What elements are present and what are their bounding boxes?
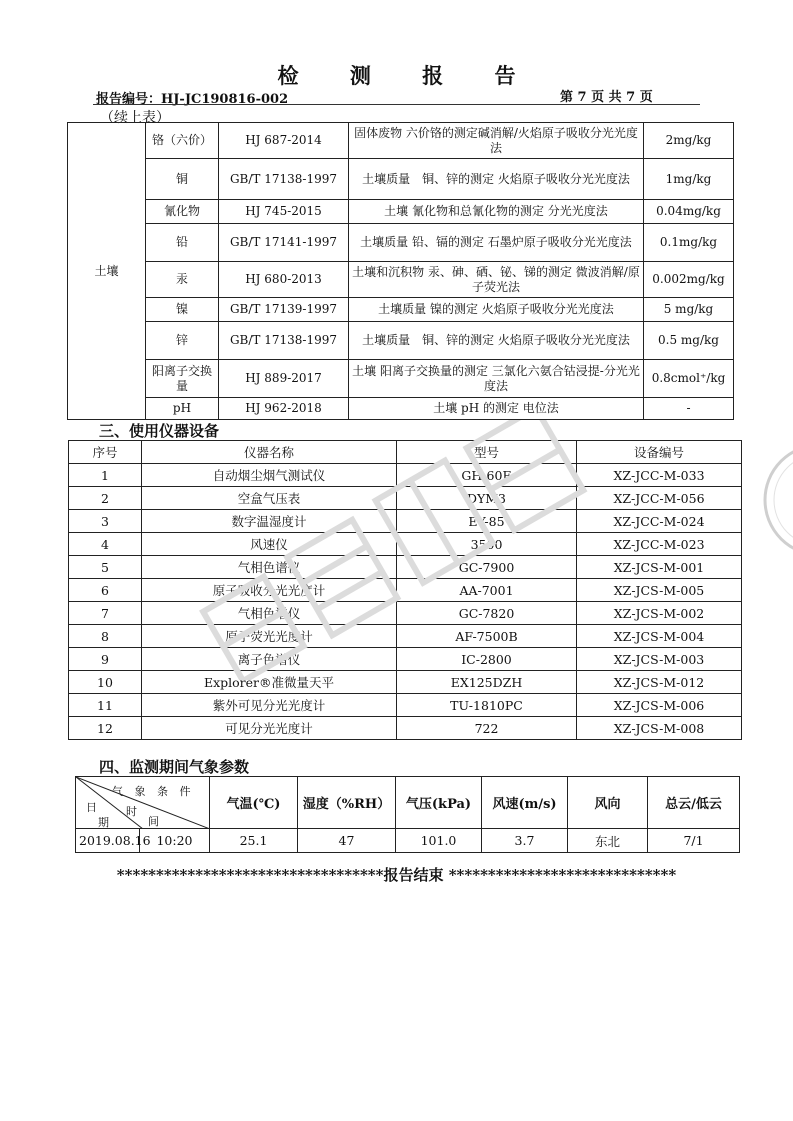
column-header: 序号	[69, 441, 142, 464]
limit-cell: 0.8cmol⁺/kg	[644, 360, 734, 398]
device-code-cell: XZ-JCS-M-001	[577, 556, 742, 579]
device-code-cell: XZ-JCC-M-023	[577, 533, 742, 556]
limit-cell: 0.1mg/kg	[644, 224, 734, 262]
item-cell: pH	[146, 398, 219, 420]
table-row	[69, 671, 742, 694]
instrument-name-cell: 离子色谱仪	[142, 648, 397, 671]
limit-cell: 2mg/kg	[644, 123, 734, 159]
equipment-table	[68, 440, 742, 740]
instrument-name-cell: 气相色谱仪	[142, 602, 397, 625]
model-cell: TU-1810PC	[397, 694, 577, 717]
page-number: 第 7 页 共 7 页	[560, 90, 653, 105]
seq-cell: 10	[69, 671, 142, 694]
limit-cell: 0.002mg/kg	[644, 262, 734, 298]
seq-cell: 9	[69, 648, 142, 671]
instrument-name-cell: 原子吸收分光光度计	[142, 579, 397, 602]
item-cell: 铅	[146, 224, 219, 262]
column-header: 风向	[568, 777, 648, 829]
report-number: 报告编号：HJ-JC190816-002	[96, 92, 289, 107]
table-row	[69, 556, 742, 579]
table-row	[69, 510, 742, 533]
table-row	[69, 579, 742, 602]
table-row	[68, 224, 734, 262]
diag-label-time-1: 时	[126, 805, 137, 818]
report-end-line: **********************************报告结束 *****************************	[116, 866, 677, 884]
header-rule	[93, 104, 700, 105]
table-header-row	[76, 777, 740, 829]
standard-cell: GB/T 17138-1997	[219, 322, 349, 360]
item-cell: 锌	[146, 322, 219, 360]
table-row	[69, 625, 742, 648]
table-row	[68, 159, 734, 200]
table-row	[68, 123, 734, 159]
seq-cell: 8	[69, 625, 142, 648]
temperature-cell: 25.1	[210, 829, 298, 853]
method-cell: 固体废物 六价铬的测定碱消解/火焰原子吸收分光光度法	[349, 123, 644, 159]
model-cell: DYM3	[397, 487, 577, 510]
device-code-cell: XZ-JCC-M-024	[577, 510, 742, 533]
column-header: 气压(kPa)	[396, 777, 482, 829]
item-cell: 铜	[146, 159, 219, 200]
item-cell: 阳离子交换量	[146, 360, 219, 398]
table-row	[68, 298, 734, 322]
table-row	[68, 360, 734, 398]
table-row	[69, 533, 742, 556]
model-cell: GC-7900	[397, 556, 577, 579]
seq-cell: 11	[69, 694, 142, 717]
table-row	[69, 487, 742, 510]
seq-cell: 2	[69, 487, 142, 510]
table-row	[68, 262, 734, 298]
instrument-name-cell: 空盒气压表	[142, 487, 397, 510]
method-cell: 土壤质量 铜、锌的测定 火焰原子吸收分光光度法	[349, 159, 644, 200]
seq-cell: 12	[69, 717, 142, 740]
model-cell: 722	[397, 717, 577, 740]
device-code-cell: XZ-JCS-M-003	[577, 648, 742, 671]
standard-cell: HJ 962-2018	[219, 398, 349, 420]
item-cell: 汞	[146, 262, 219, 298]
method-cell: 土壤 氰化物和总氰化物的测定 分光光度法	[349, 200, 644, 224]
limit-cell: 0.04mg/kg	[644, 200, 734, 224]
limit-cell: 5 mg/kg	[644, 298, 734, 322]
table-row	[76, 829, 740, 853]
standard-cell: HJ 687-2014	[219, 123, 349, 159]
column-header: 总云/低云	[648, 777, 740, 829]
model-cell: AA-7001	[397, 579, 577, 602]
table-row	[69, 694, 742, 717]
model-cell: GC-7820	[397, 602, 577, 625]
category-cell: 土壤	[68, 123, 146, 420]
instrument-name-cell: 紫外可见分光光度计	[142, 694, 397, 717]
standard-cell: GB/T 17139-1997	[219, 298, 349, 322]
limit-cell: 0.5 mg/kg	[644, 322, 734, 360]
model-cell: AF-7500B	[397, 625, 577, 648]
instrument-name-cell: Explorer®准微量天平	[142, 671, 397, 694]
limit-cell: -	[644, 398, 734, 420]
seq-cell: 6	[69, 579, 142, 602]
device-code-cell: XZ-JCS-M-012	[577, 671, 742, 694]
date-cell: 2019.08.16	[76, 829, 140, 853]
item-cell: 镍	[146, 298, 219, 322]
method-cell: 土壤 pH 的测定 电位法	[349, 398, 644, 420]
limit-cell: 1mg/kg	[644, 159, 734, 200]
device-code-cell: XZ-JCS-M-004	[577, 625, 742, 648]
model-cell: IC-2800	[397, 648, 577, 671]
soil-method-table	[67, 122, 734, 420]
method-cell: 土壤 阳离子交换量的测定 三氯化六氨合钴浸提-分光光度法	[349, 360, 644, 398]
table-row	[69, 717, 742, 740]
instrument-name-cell: 数字温湿度计	[142, 510, 397, 533]
seq-cell: 5	[69, 556, 142, 579]
wind-direction-cell: 东北	[568, 829, 648, 853]
edge-seal	[760, 440, 793, 560]
column-header: 风速(m/s)	[482, 777, 568, 829]
standard-cell: GB/T 17141-1997	[219, 224, 349, 262]
humidity-cell: 47	[298, 829, 396, 853]
method-cell: 土壤质量 铅、镉的测定 石墨炉原子吸收分光光度法	[349, 224, 644, 262]
diagonal-header-cell	[76, 777, 210, 829]
seq-cell: 4	[69, 533, 142, 556]
column-header: 设备编号	[577, 441, 742, 464]
method-cell: 土壤质量 镍的测定 火焰原子吸收分光光度法	[349, 298, 644, 322]
column-header: 型号	[397, 441, 577, 464]
time-cell: 10:20	[140, 829, 210, 853]
weather-table	[75, 776, 740, 853]
continued-label: （续上表）	[100, 110, 170, 126]
cloud-cover-cell: 7/1	[648, 829, 740, 853]
page-title: 检 测 报 告	[277, 63, 538, 88]
wind-speed-cell: 3.7	[482, 829, 568, 853]
device-code-cell: XZ-JCS-M-002	[577, 602, 742, 625]
device-code-cell: XZ-JCS-M-008	[577, 717, 742, 740]
model-cell: EY-85	[397, 510, 577, 533]
table-row	[69, 648, 742, 671]
instrument-name-cell: 自动烟尘烟气测试仪	[142, 464, 397, 487]
table-row	[69, 602, 742, 625]
method-cell: 土壤和沉积物 汞、砷、硒、铋、锑的测定 微波消解/原子荧光法	[349, 262, 644, 298]
instrument-name-cell: 可见分光光度计	[142, 717, 397, 740]
section-heading-equipment: 三、使用仪器设备	[99, 422, 220, 440]
device-code-cell: XZ-JCC-M-056	[577, 487, 742, 510]
item-cell: 氰化物	[146, 200, 219, 224]
seq-cell: 1	[69, 464, 142, 487]
column-header: 湿度（%RH）	[298, 777, 396, 829]
standard-cell: HJ 745-2015	[219, 200, 349, 224]
pressure-cell: 101.0	[396, 829, 482, 853]
standard-cell: HJ 680-2013	[219, 262, 349, 298]
seq-cell: 7	[69, 602, 142, 625]
device-code-cell: XZ-JCC-M-033	[577, 464, 742, 487]
diag-label-date-2: 期	[98, 816, 109, 829]
standard-cell: HJ 889-2017	[219, 360, 349, 398]
instrument-name-cell: 风速仪	[142, 533, 397, 556]
model-cell: 3500	[397, 533, 577, 556]
model-cell: EX125DZH	[397, 671, 577, 694]
column-header: 仪器名称	[142, 441, 397, 464]
diag-label-date-1: 日	[86, 801, 97, 814]
device-code-cell: XZ-JCS-M-006	[577, 694, 742, 717]
table-row	[68, 398, 734, 420]
instrument-name-cell: 原子荧光光度计	[142, 625, 397, 648]
column-header: 气温(℃)	[210, 777, 298, 829]
instrument-name-cell: 气相色谱仪	[142, 556, 397, 579]
table-row	[68, 322, 734, 360]
device-code-cell: XZ-JCS-M-005	[577, 579, 742, 602]
table-header-row	[69, 441, 742, 464]
standard-cell: GB/T 17138-1997	[219, 159, 349, 200]
table-row	[69, 464, 742, 487]
diag-label-conditions: 气 象 条 件	[112, 785, 195, 798]
item-cell: 铬（六价）	[146, 123, 219, 159]
diag-label-time-2: 间	[148, 815, 159, 828]
seq-cell: 3	[69, 510, 142, 533]
section-heading-weather: 四、监测期间气象参数	[99, 758, 250, 776]
method-cell: 土壤质量 铜、锌的测定 火焰原子吸收分光光度法	[349, 322, 644, 360]
table-row	[68, 200, 734, 224]
model-cell: GH-60E	[397, 464, 577, 487]
